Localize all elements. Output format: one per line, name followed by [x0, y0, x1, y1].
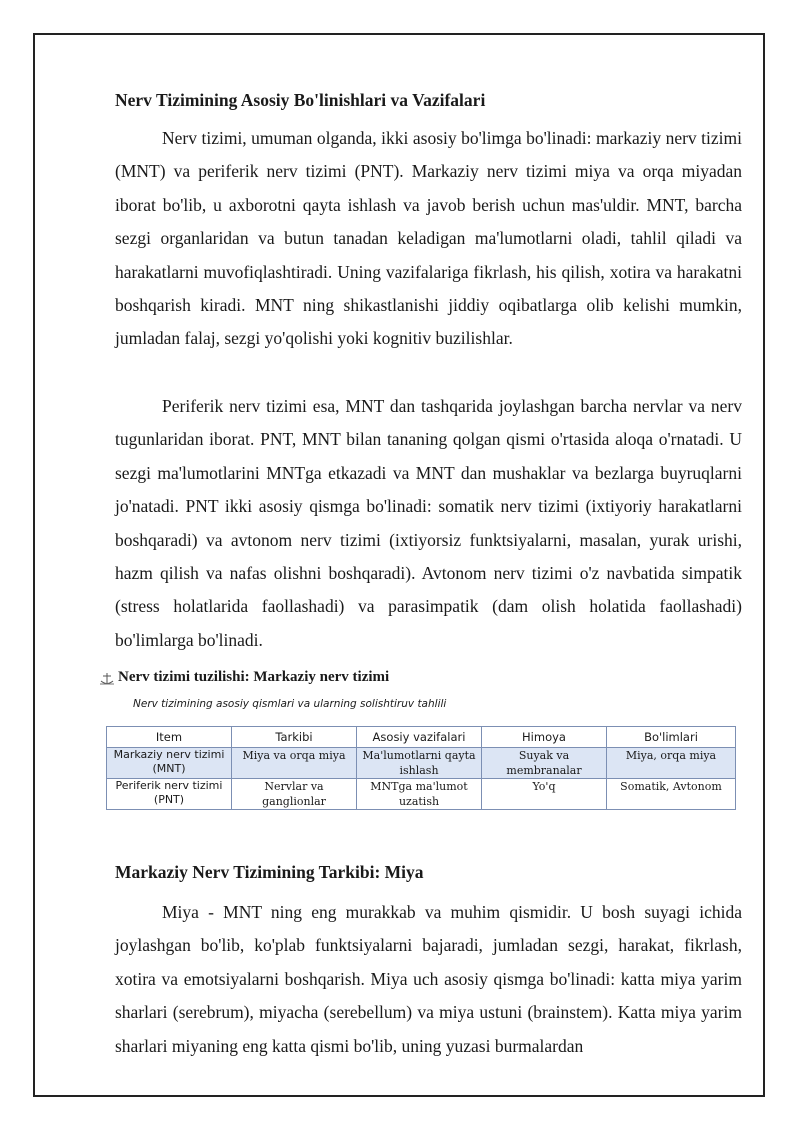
comparison-table: [106, 726, 736, 810]
table-cell: Nervlar va ganglionlar: [232, 779, 357, 810]
section-heading: Nerv Tizimining Asosiy Bo'linishlari va Vazifalari: [115, 90, 486, 110]
column-header: Bo'limlari: [607, 727, 736, 748]
column-header: Asosiy vazifalari: [357, 727, 482, 748]
table-cell: Ma'lumotlarni qayta ishlash: [357, 748, 482, 779]
column-header: Item: [107, 727, 232, 748]
section-heading: Markaziy Nerv Tizimining Tarkibi: Miya: [115, 862, 424, 882]
table-cell: Suyak va membranalar: [482, 748, 607, 779]
paragraph: Miya - MNT ning eng murakkab va muhim qismidir. U bosh suyagi ichida joylashgan bo'lib, ko'plab funktsiyalarni bajaradi, jumladan sezgi, harakat, fikrlash, xotira va emotsiyalarni boshqarish. Miya uch asosiy qismga bo'linadi: katta miya yarim sharlari (serebrum), miyacha (serebellum) va miya ustuni (brainstem). Katta miya yarim sharlari miyaning eng katta qismi bo'lib, uning yuzasi burmalardan: [115, 902, 742, 1056]
table-row: [107, 779, 736, 810]
table-cell: Miya va orqa miya: [232, 748, 357, 779]
anchor-icon: [100, 671, 114, 685]
row-label: Markaziy nerv tizimi (MNT): [107, 748, 232, 779]
row-label: Periferik nerv tizimi (PNT): [107, 779, 232, 810]
paragraph: Nerv tizimi, umuman olganda, ikki asosiy bo'limga bo'linadi: markaziy nerv tizimi (MNT) va periferik nerv tizimi (PNT). Markaziy nerv tizimi miya va orqa miyadan iborat bo'lib, u axborotni qayta ishlash va javob berish uchun mas'uldir. MNT, barcha sezgi organlaridan va butun tanadan keladigan ma'lumotlarni oladi, tahlil qiladi va harakatlarni muvofiqlashtiradi. Uning vazifalariga fikrlash, his qilish, xotira va harakatni boshqarish kiradi. MNT ning shikastlanishi jiddiy oqibatlarga olib kelishi mumkin, jumladan falaj, sezgi yo'qolishi yoki kognitiv buzilishlar.: [115, 128, 742, 349]
table-cell: Miya, orqa miya: [607, 748, 736, 779]
table-cell: Yo'q: [482, 779, 607, 810]
table-caption: Nerv tizimining asosiy qismlari va ularning solishtiruv tahlili: [133, 698, 447, 710]
table-row: [107, 748, 736, 779]
table-header-row: [107, 727, 736, 748]
column-header: Himoya: [482, 727, 607, 748]
column-header: Tarkibi: [232, 727, 357, 748]
figure-title-text: Nerv tizimi tuzilishi: Markaziy nerv tizimi: [118, 669, 390, 685]
paragraph: Periferik nerv tizimi esa, MNT dan tashqarida joylashgan barcha nervlar va nerv tugunlaridan iborat. PNT, MNT bilan tananing qolgan qismi o'rtasida aloqa o'rnatadi. U sezgi ma'lumotlarini MNTga etkazadi va MNT dan mushaklar va bezlarga buyruqlarni jo'natadi. PNT ikki asosiy qismga bo'linadi: somatik nerv tizimi (ixtiyoriy harakatlarni boshqaradi) va avtonom nerv tizimi (ixtiyorsiz funktsiyalarni, masalan, yurak urishi, hazm qilish va nafas olishni boshqaradi). Avtonom nerv tizimi o'z navbatida simpatik (stress holatlarida faollashadi) va parasimpatik (dam olish holatida faollashadi) bo'limlarga bo'linadi.: [115, 396, 742, 650]
table-cell: MNTga ma'lumot uzatish: [357, 779, 482, 810]
table-cell: Somatik, Avtonom: [607, 779, 736, 810]
figure-title: [100, 669, 389, 686]
